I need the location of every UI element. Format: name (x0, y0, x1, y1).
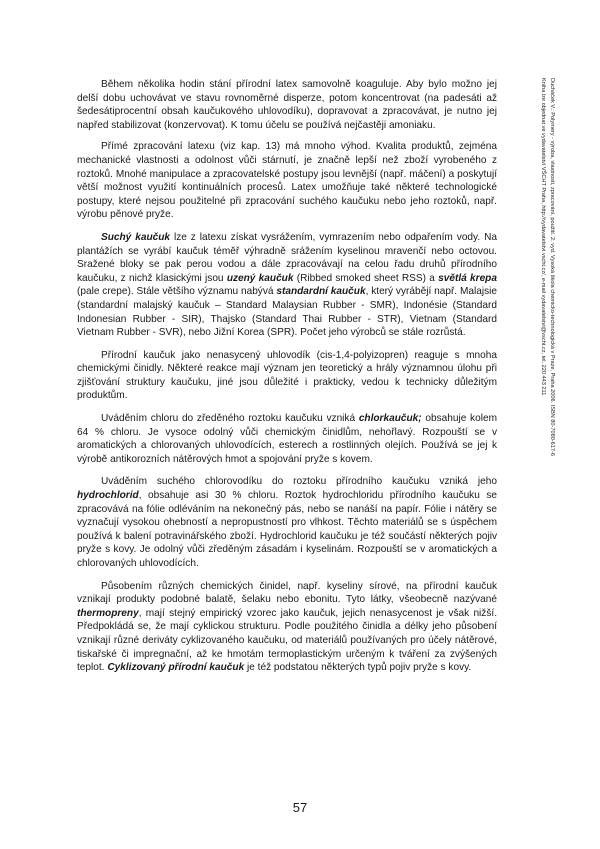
text-run: , obsahuje asi 30 % chloru. Roztok hydrochloridu přírodního kaučuku se zpracovává na fólie odléváním na nekonečný pás, nebo se nanáší na papír. Fólie i nátěry se vyznačují vysokou ohebností a nepropustností pro vlhkost. Těchto materiálů se s úspěchem používá k balení potravinářského zboží. Hydrochlorid kaučuku je též součástí některých pojiv pryže s kovy. Je odolný vůči zředěným zásadám i kyselinám. Rozpouští se v aromatických a chlorovaných uhlovodících. (77, 490, 497, 569)
emphasized-term: thermopreny (77, 607, 139, 619)
text-run: (pale crepe). Stále většího významu nabývá (77, 286, 277, 298)
text-run: Přírodní kaučuk jako nenasycený uhlovodík (cis-1,4-polyizopren) reaguje s mnoha chemickými činidly. Některé reakce mají význam jen teoretický a hrály významnou úlohu při zjišťování struktury kaučuku, jiné jsou důležité i prakticky, vedou k technicky důležitým produktům. (77, 349, 497, 402)
paragraph (77, 231, 497, 340)
text-run: Uváděním suchého chlorovodíku do roztoku přírodního kaučuku vzniká jeho (101, 476, 497, 488)
paragraph (77, 140, 497, 222)
text-run: Přímé zpracování latexu (viz kap. 13) má mnoho výhod. Kvalita produktů, zejména mechanické vlastnosti a odolnost vůči stárnutí, je značně lepší než zboží vyrobeného z roztoků. Mnohé manipulace a zpracovatelské postupy jsou levnější (např. máčení) a poskytují větší možnost využití kontinuálních procesů. Latex umožňuje také některé technologické postupy, které nejsou použitelné při zpracování suchého kaučuku nebo jeho roztoků, např. výrobu pěnové pryže. (77, 141, 497, 221)
emphasized-term: uzený kaučuk (226, 272, 294, 284)
citation-line: Ducháček V.: Polymery - výroba, vlastnosti, zpracování, použití. 2. vyd. Vysoká škola chemicko-technologická v Praze, Praha 2006. ISBN 80-7080-617-6 (549, 78, 555, 456)
paragraph (77, 78, 497, 132)
text-run: , mají stejný empirický vzorec jako kaučuk, jejich nenasycenost je však nižší. Předpokládá se, že mají cyklickou strukturu. Podle použitého činidla a délky jeho působení vznikají různé deriváty cyklizovaného kaučuku, od materiálů používaných pro účely nátěrové, tiskařské či impregnační, až ke hmotám termoplastickým určeným k tváření za zvýšených teplot. (77, 607, 497, 674)
emphasized-term: Cyklizovaný přírodní kaučuk (107, 662, 245, 674)
paragraph (77, 475, 497, 570)
paragraph (77, 412, 497, 466)
emphasized-term: standardní kaučuk (276, 286, 366, 298)
emphasized-term: hydrochlorid (77, 490, 139, 502)
paragraph (77, 580, 497, 675)
text-run: , který vyrábějí např. Malajsie (standardní malajský kaučuk – Standard Malaysian Rubber - SMR), Indonésie (Standard Indonesian Rubber - SIR), Thajsko (Standard Thai Rubber - STR), Vietnam (Standard Vietnam Rubber - SVR), nebo Jižní Korea (SPR). Počet jeho výrobců se stále rozrůstá. (77, 286, 497, 339)
body-text (77, 78, 497, 683)
citation-contact-line: Kniha lze objednat ve vydavatelství VŠCHT Praha, http://vydavatelstvi.vscht.cz/, e-mail vydavatelstvi@vscht.cz, tel. 220 443 211 (540, 78, 546, 396)
text-run: lze z latexu získat vysrážením, vymrazením nebo odpařením vody. Na plantážích se vyrábí kaučuk téměř výhradně srážením kyselinou mravenčí nebo octovou. Sražené bloky se pak perou vodou a dále zpracovávají na celou řadu druhů přírodního kaučuku, z nichž klasickými jsou (77, 231, 497, 284)
text-run: Během několika hodin stání přírodní latex samovolně koaguluje. Aby bylo možno jej delší dobu uchovávat ve stavu rovnoměrné disperze, potom koncentrovat (na padesáti až šedesátiprocentní obsah kaučukového uhlovodíku), dopravovat a zpracovávat, je nutno jej napřed stabilizovat (konzervovat). K tomu účelu se používá nejčastěji amoniaku. (77, 79, 497, 131)
emphasized-term: světlá krepa (438, 272, 497, 284)
page-number: 57 (292, 800, 308, 815)
text-run: je též podstatou některých typů pojiv pryže s kovy. (244, 662, 472, 674)
text-run: obsahuje kolem 64 % chloru. Je vysoce odolný vůči chemickým činidlům, nehořlavý. Rozpouští se v aromatických a chlorovaných uhlovodících, esterech a rostlinných olejích. Používá se jej k výrobě antikorozních nátěrových hmot a spojování pryže s kovem. (77, 413, 497, 465)
text-run: Uváděním chloru do zředěného roztoku kaučuku vzniká (101, 413, 359, 425)
text-run: Působením různých chemických činidel, např. kyseliny sírové, na přírodní kaučuk vznikají produkty podobné balatě, šelaku nebo ebonitu. Tyto látky, všeobecně nazývané (77, 580, 497, 606)
text-run: (Ribbed smoked sheet RSS) a (293, 272, 439, 284)
emphasized-term: Suchý kaučuk (101, 231, 171, 243)
emphasized-term: chlorkaučuk; (358, 413, 422, 425)
side-margin-citation (520, 78, 556, 638)
paragraph (77, 349, 497, 403)
